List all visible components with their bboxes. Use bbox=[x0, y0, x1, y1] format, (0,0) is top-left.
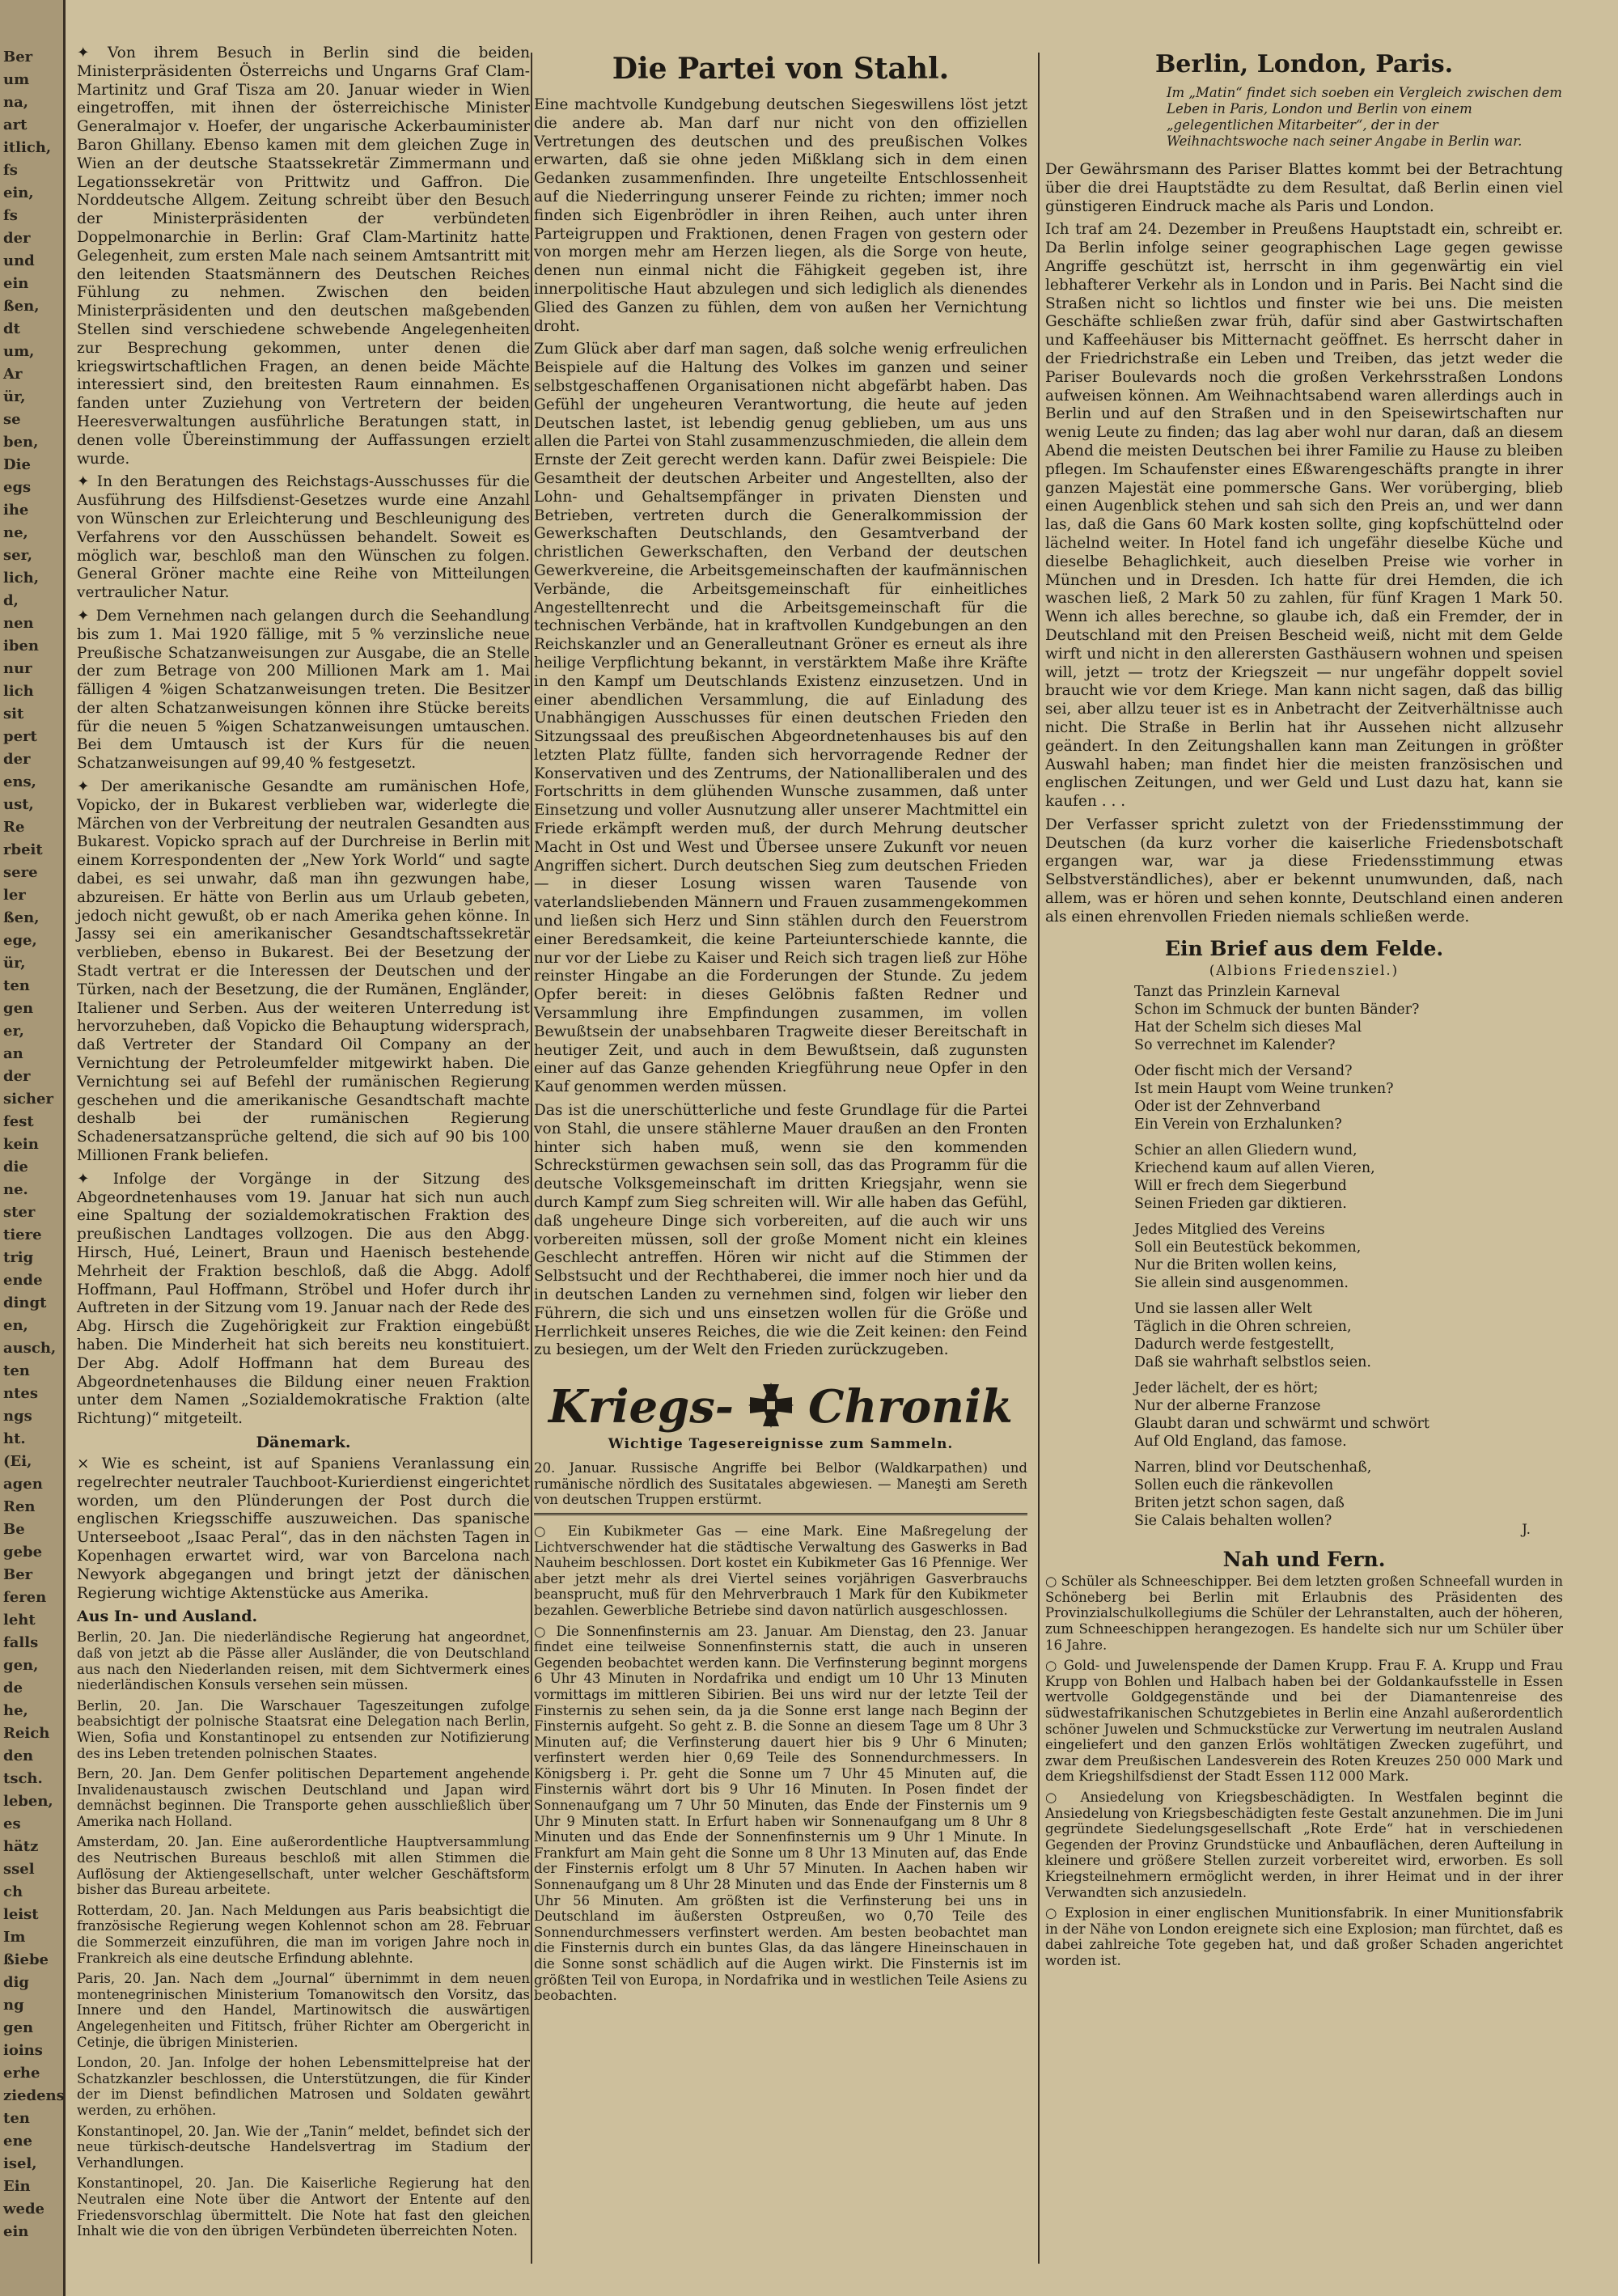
poem-line: Soll ein Beutestück bekommen, bbox=[1134, 1239, 1362, 1256]
gutter-fragment: erhe bbox=[3, 2065, 40, 2082]
gutter-fragment: gen, bbox=[3, 1657, 39, 1674]
poem-title: Ein Brief aus dem Felde. bbox=[1164, 936, 1444, 960]
iron-cross-icon bbox=[745, 1379, 797, 1434]
poem-line: Briten jetzt schon sagen, daß bbox=[1134, 1495, 1345, 1512]
gutter-fragment: art bbox=[3, 116, 28, 133]
nah-news-item: ○ Explosion in einer englischen Munitionsfabrik. In einer Munitionsfabrik in der Nähe von London ereignete sich eine Explosion; man fürchtet, daß es dabei zahlreiche Tote gegeben hat, und daß großer Schaden angerichtet worden ist. bbox=[1045, 1905, 1563, 1968]
gutter-fragment: die bbox=[3, 1159, 28, 1176]
gutter-fragment: iben bbox=[3, 638, 39, 654]
gutter-fragment: ne. bbox=[3, 1181, 28, 1198]
short-news-item: Berlin, 20. Jan. Die Warschauer Tageszeitungen zufolge beabsichtigt der polnische Staatsrat eine Delegation nach Berlin, Wien, Sofia und Konstantinopel zu entsenden zur Notifizierung des ins Leben tretenden polnischen Staates. bbox=[77, 1697, 530, 1761]
gutter-fragment: ein, bbox=[3, 184, 34, 201]
gutter-fragment: Be bbox=[3, 1521, 25, 1538]
gutter-fragment: lich bbox=[3, 683, 34, 700]
news-paragraph: ✦ Dem Vernehmen nach gelangen durch die Seehandlung bis zum 1. Mai 1920 fällige, mit 5 % verzinsliche neue Preußische Schatzanweisungen zur Ausgabe, die an Stelle der zum Betrage von 200 Millionen Mark am 1. Mai fälligen 4 %igen Schatzanweisungen treten. Die Besitzer der alten Schatzanweisungen können ihre Stücke bereits für die neuen 5 %igen Schatzanweisungen umtauschen. Bei dem Umtausch ist der Kurs für die neuen Schatzanweisungen auf 99,40 % festgesetzt. bbox=[77, 607, 530, 773]
nah-news-item: ○ Ansiedelung von Kriegsbeschädigten. In Westfalen beginnt die Ansiedelung von Kriegsbeschädigten feste Gestalt anzunehmen. Die im Juni gegründete Siedelungsgesellschaft „Rote Erde“ hat in verschiedenen Gegenden der Provinz Grundstücke und Anbauflächen, deren Aufteilung in kleinere und größere Stellen zurzeit vorbereitet wird, erworben. Es soll Kriegsteilnehmern ermöglicht werden, in ihrer Heimat und in der ihrer Verwandten sich anzusiedeln. bbox=[1045, 1789, 1563, 1900]
gutter-fragment: Re bbox=[3, 819, 25, 836]
gutter-fragment: ßen, bbox=[3, 909, 40, 926]
nah-und-fern-news bbox=[1045, 1574, 1563, 1968]
poem-line: Und sie lassen aller Welt bbox=[1134, 1301, 1312, 1318]
gutter-fragment: ende bbox=[3, 1272, 43, 1289]
news-paragraph: ✦ Der amerikanische Gesandte am rumänischen Hofe, Vopicko, der in Bukarest verblieben war, widerlegte die Märchen von der Verbreitung der neutralen Gesandten aus Bukarest. Vopicko sprach auf der Durchreise in Berlin mit einem Korrespondenten der „New York World“ und sagte dabei, es sei unwahr, daß man ihn gezwungen habe, abzureisen. Er hätte von Berlin aus um Urlaub gebeten, jedoch nicht gewußt, ob er nach Amerika gehen könne. In Jassy sei ein amerikanischer Gesandtschaftssekretär verblieben, ebenso in Bukarest. Bei der Besetzung der Stadt vertrat er die Interessen der Deutschen und der Türken, nach der Besetzung, die der Rumänen, Engländer, Italiener und Serben. Aus der weiteren Unterredung ist hervorzuheben, daß Vopicko die Behauptung widersprach, daß Vertreter der Standard Oil Company an der Vernichtung der Petroleumfelder mitgewirkt haben. Die Vernichtung sei auf Befehl der rumänischen Regierung geschehen und die amerikanische Gesandtschaft machte deshalb bei der rumänischen Regierung Schadenersatzansprüche geltend, die sich auf 90 bis 100 Millionen Frank beliefen. bbox=[77, 778, 530, 1165]
column-editorial bbox=[534, 44, 1027, 2009]
gutter-fragment: dig bbox=[3, 1974, 30, 1991]
gutter-fragment: agen bbox=[3, 1476, 43, 1493]
gutter-fragment: fs bbox=[3, 162, 18, 179]
news-paragraph: ✦ Von ihrem Besuch in Berlin sind die beiden Ministerpräsidenten Österreichs und Ungarns Graf Clam-Martinitz und Graf Tisza am 20. Januar wieder in Wien eingetroffen, mit ihnen der österreichische Minister Generalmajor v. Hoefer, der ungarische Ackerbauminister Baron Ghillany. Ebenso kamen mit dem gleichen Zuge in Wien an der deutsche Staatssekretär Zimmermann und Legationssekretär von Prittwitz und Gaffron. Die Norddeutsche Allgem. Zeitung schreibt über den Besuch der Ministerpräsidenten der verbündeten Doppelmonarchie in Berlin: Graf Clam-Martinitz hatte Gelegenheit, zum ersten Male nach seinem Amtsantritt mit den leitenden Staatsmännern des Deutschen Reiches Fühlung zu nehmen. Zwischen den beiden Ministerpräsidenten und den deutschen maßgebenden Stellen sind verschiedene schwebende Angelegenheiten zur Besprechung gekommen, unter denen die kriegswirtschaftlichen Fragen, an denen beide Mächte interessiert sind, den breitesten Raum einnahmen. Es fanden unter Zuziehung von Vertretern der beiden Heeresverwaltungen ausführliche Beratungen statt, in denen volle Übereinstimmung der Auffassungen erzielt wurde. bbox=[77, 44, 530, 468]
chronik-divider bbox=[534, 1513, 1027, 1515]
short-news-list bbox=[77, 1629, 530, 2239]
gutter-fragment: pert bbox=[3, 728, 37, 745]
news-paragraph: ✦ Infolge der Vorgänge in der Sitzung des Abgeordnetenhauses vom 19. Januar hat sich nun auch eine Spaltung der sozialdemokratischen Fraktion des preußischen Landtages vollzogen. Die aus den Abgg. Hirsch, Hué, Leinert, Braun und Haenisch bestehende Mehrheit der Fraktion beschloß, daß die Abgg. Adolf Hoffmann, Paul Hoffmann, Ströbel und Hofer durch ihr Auftreten in der Sitzung vom 19. Januar nach der Rede des Abg. Hirsch die Zugehörigkeit zur Fraktion eingebüßt haben. Die Minderheit hat sich bereits neu konstituiert. Der Abg. Adolf Hoffmann hat dem Bureau des Abgeordnetenhauses die Bildung einer neuen Fraktion unter dem Namen „Sozialdemokratische Fraktion (alte Richtung)“ mitgeteilt. bbox=[77, 1170, 530, 1428]
poem-line: So verrechnet im Kalender? bbox=[1134, 1037, 1336, 1054]
poem-subtitle: (Albions Friedensziel.) bbox=[1209, 962, 1400, 978]
poem-line: Seinen Frieden gar diktieren. bbox=[1134, 1196, 1347, 1213]
gutter-fragment: leist bbox=[3, 1906, 39, 1923]
gutter-fragment: Ber bbox=[3, 1566, 33, 1583]
gutter-fragment: an bbox=[3, 1045, 23, 1062]
gutter-fragment: ihe bbox=[3, 502, 29, 519]
nah-news-item: ○ Gold- und Juwelenspende der Damen Krupp. Frau F. A. Krupp und Frau Krupp von Bohlen und Halbach haben bei der Goldankaufsstelle in Essen wertvolle Goldgegenstände und bei der Diamantenreise des südwestafrikanischen Schutzgebietes in Berlin eine Anzahl außerordentlich schöner Juwelen und Schmuckstücke zur Verwertung im neutralen Ausland eingeliefert und den ganzen Erlös wohltätigen Zwecken zugeführt, und zwar dem Preußischen Landesverein des Roten Kreuzes 250 000 Mark und dem Kriegshilfsdienst der Stadt Essen 112 000 Mark. bbox=[1045, 1658, 1563, 1785]
article-paragraph: Das ist die unerschütterliche und feste Grundlage für die Partei von Stahl, die unsere stählerne Mauer draußen an den Fronten hinter sich haben muß, wenn sie den kommenden Schreckstürmen gewachsen sein soll, das das Programm für die deutsche Volksgemeinschaft im dritten Kriegsjahr, wenn sie durch Kampf zum Sieg schreiten will. Wir alle haben das Gefühl, daß ungeheure Dinge sich vorbereiten, auf die auch wir uns vorbereiten müssen, soll der große Moment nicht ein kleines Geschlecht antreffen. Hören wir nicht auf die Stimmen der Selbstsucht und der Rechthaberei, die immer noch hier und da in deutschen Landen zu vernehmen sind, folgen wir lieber den Führern, die sich und uns einsetzen wollen für die Größe und Herrlichkeit unseres Reiches, die wie die Zeit keinen: den Feind zu besiegen, um der Welt den Frieden zurückzugeben. bbox=[534, 1102, 1027, 1359]
chronik-entry: 20. Januar. Russische Angriffe bei Belbor (Waldkarpathen) und rumänische nördlich des Susitatales abgewiesen. — Maneşti am Sereth von deutschen Truppen erstürmt. bbox=[534, 1460, 1027, 1508]
news-paragraph-danemark: × Wie es scheint, ist auf Spaniens Veranlassung ein regelrechter neutraler Tauchboot-Kurierdienst eingerichtet worden, um den Plünderungen der Post durch die englischen Kriegsschiffe auszuweichen. Das spanische Unterseeboot „Isaac Peral“, das in den nächsten Tagen in Kopenhagen erwartet wird, war von Barcelona nach Newyork abgegangen und bringt jetzt der dänischen Regierung wichtige Aktenstücke aus Amerika. bbox=[77, 1455, 530, 1602]
gutter-fragment: leben, bbox=[3, 1793, 53, 1810]
gutter-fragment: ten bbox=[3, 977, 30, 994]
column-rule-1 bbox=[531, 53, 532, 2264]
gutter-fragment: ür, bbox=[3, 955, 26, 972]
gutter-fragment: (Ei, bbox=[3, 1453, 32, 1470]
article-paragraph: Der Gewährsmann des Pariser Blattes kommt bei der Betrachtung über die drei Hauptstädte zu dem Resultat, daß Berlin einen viel günstigeren Eindruck mache als Paris und London. bbox=[1045, 161, 1563, 215]
article-paragraph: Eine machtvolle Kundgebung deutschen Siegeswillens löst jetzt die andere ab. Man darf nur nicht von den offiziellen Vertretungen des deutschen und des preußischen Volkes erwarten, daß sie ohne jeden Mißklang sich in dem einen Gedanken zusammenfinden. Ihre ungeteilte Entschlossenheit auf die Niederringung unserer Feinde zu richten; immer noch finden sich Eigenbrödler in ihren Reihen, auch unter ihren Parteigruppen und Fraktionen, denen Fragen von gestern oder von morgen mehr am Herzen liegen, als die Sorge von heute, denen nun einmal nicht die Fähigkeit gegeben ist, ihre innerpolitische Haut abzulegen und sich lediglich als dienendes Glied des Ganzen zu fühlen, dem von außen her Vernichtung droht. bbox=[534, 96, 1027, 335]
gutter-fragment: en, bbox=[3, 1317, 28, 1334]
poem-line: Ein Verein von Erzhalunken? bbox=[1134, 1116, 1342, 1133]
gutter-fragment: dingt bbox=[3, 1294, 47, 1311]
short-news-item: London, 20. Jan. Infolge der hohen Lebensmittelpreise hat der Schatzkanzler beschlossen, die Unterstützungen, die für Kinder der im Dienst befindlichen Matrosen und Soldaten gewährt werden, zu erhöhen. bbox=[77, 2055, 530, 2118]
gutter-fragment: er, bbox=[3, 1023, 24, 1040]
gutter-fragment: ioins bbox=[3, 2042, 43, 2059]
poem-line: Daß sie wahrhaft selbstlos seien. bbox=[1134, 1354, 1371, 1371]
short-news-item: Berlin, 20. Jan. Die niederländische Regierung hat angeordnet, daß von jetzt ab die Pässe aller Ausländer, die von Deutschland aus nach den Niederlanden reisen, mit dem Sichtvermerk eines niederländischen Konsuls versehen sein müssen. bbox=[77, 1629, 530, 1693]
gutter-fragment: ben, bbox=[3, 434, 39, 451]
gutter-fragment: ausch, bbox=[3, 1340, 57, 1357]
poem-stanza bbox=[1134, 1062, 1563, 1133]
article-paragraph: Zum Glück aber darf man sagen, daß solche wenig erfreulichen Beispiele auf die Haltung des Volkes im ganzen und seiner selbstgeschaffenen Organisationen nicht abgefärbt haben. Das Gefühl der ungeheuren Verantwortung, die heute auf jeden Deutschen lastet, ist lebendig genug geblieben, um aus uns allen die Partei von Stahl zusammenzuschmieden, die allein dem Ernste der Zeit gerecht werden kann. Dafür zwei Beispiele: Die Gesamtheit der deutschen Arbeiter und Angestellten, also der Lohn- und Gehaltsempfänger in privaten Diensten und Betrieben, vertreten durch die Generalkommission der Gewerkschaften Deutschlands, den Gesamtverband der christlichen Gewerkschaften, den Verband der deutschen Gewerkvereine, die Arbeitsgemeinschaften der kaufmännischen Verbände, die Arbeitsgemeinschaft für einheitliches Angestelltenrecht und die Arbeitsgemeinschaft für die technischen Verbände, hat in kraftvollen Kundgebungen an den Reichskanzler und an Generalleutnant Gröner es erneut als ihre heilige Verpflichtung bekannt, in verstärktem Maße ihre Kräfte in den Kampf um Deutschlands Existenz einzusetzen. Und in einer abendlichen Versammlung, die auf Einladung des Unabhängigen Ausschusses für einen deutschen Frieden den Sitzungssaal des preußischen Abgeordnetenhauses bis auf den letzten Platz füllte, fanden sich hervorragende Redner der Konservativen und des Zentrums, der Nationalliberalen und des Fortschritts in dem glühenden Wunsche zusammen, daß unter Einsetzung und voller Ausnutzung aller unserer Machtmittel ein Friede erkämpft werden muß, der durch Mehrung deutscher Macht in Ost und West und Übersee unsere Zukunft vor neuen Angriffen sichert. Durch deutschen Sieg zum deutschen Frieden — in dieser Losung wissen waren Tausende von vaterlandsliebenden Männern und Frauen zusammengekommen und ließen sich Herz und Sinn stählen durch den Feuerstrom einer Beredsamkeit, die keine Parteiunterschiede kannte, die nur vor der Liebe zu Kaiser und Reich sich tragen ließ zur Höhe reinster Hingabe an die Forderungen der Stunde. Zu jedem Opfer bereit: in dieses Gelöbnis faßten Redner und Versammlung ihre Empfindungen zusammen, im vollen Bewußtsein der unabsehbaren Tragweite dieser Bereitschaft in heutiger Zeit, und auch in dem Bewußtsein, daß zugunsten einer auf das Ganze gehenden Kriegführung neue Opfer in den Kauf genommen werden müssen. bbox=[534, 341, 1027, 1096]
gutter-fragment: ler bbox=[3, 887, 26, 904]
gutter-fragment: ein bbox=[3, 275, 29, 292]
gutter-fragment: trig bbox=[3, 1249, 34, 1266]
short-news-item: Bern, 20. Jan. Dem Genfer politischen Departement angehende Invalidenaustausch zwischen Deutschland und Japan wird demnächst beginnen. Die Transporte gehen ausschließlich über Amerika nach Holland. bbox=[77, 1766, 530, 1829]
poem-stanza bbox=[1134, 1379, 1563, 1451]
local-news bbox=[534, 1523, 1027, 2004]
short-news-item: Amsterdam, 20. Jan. Eine außerordentliche Hauptversammlung des Neutrischen Bureaus beschloß mit allen Stimmen die Auflösung der Aktiengesellschaft, unter welcher Geschäftsform bisher das Bureau arbeitete. bbox=[77, 1834, 530, 1898]
article-title-berlin: Berlin, London, Paris. bbox=[1154, 50, 1454, 78]
gutter-fragment: fest bbox=[3, 1113, 34, 1130]
column-feuilleton bbox=[1045, 44, 1563, 1974]
column-rule-2 bbox=[1038, 53, 1040, 2264]
short-news-item: Konstantinopel, 20. Jan. Wie der „Tanin“ meldet, befindet sich der neue türkisch-deutsche Handelsvertrag im Stadium der Verhandlungen. bbox=[77, 2123, 530, 2171]
gutter-fragment: isel, bbox=[3, 2155, 37, 2172]
gutter-fragment: Reich bbox=[3, 1725, 50, 1742]
poem-stanza bbox=[1134, 1459, 1563, 1530]
gutter-fragment: Ber bbox=[3, 49, 33, 66]
gutter-fragment: ziedens bbox=[3, 2087, 65, 2104]
gutter-fragment: den bbox=[3, 1747, 34, 1764]
poem-stanza bbox=[1134, 1142, 1563, 1213]
poem-line: Täglich in die Ohren schreien, bbox=[1134, 1319, 1352, 1336]
gutter-fragment: lich, bbox=[3, 570, 39, 587]
poem-stanza bbox=[1134, 1221, 1563, 1292]
gutter-fragment: der bbox=[3, 230, 31, 247]
poem-line: Ist mein Haupt vom Weine trunken? bbox=[1134, 1081, 1394, 1098]
gutter-fragment: hätz bbox=[3, 1838, 39, 1855]
gutter-fragment: kein bbox=[3, 1136, 39, 1153]
gutter-fragment: tiere bbox=[3, 1226, 42, 1243]
gutter-fragment: Ren bbox=[3, 1498, 36, 1515]
poem-line: Nur der alberne Franzose bbox=[1134, 1398, 1321, 1415]
short-news-item: Konstantinopel, 20. Jan. Die Kaiserliche Regierung hat den Neutralen eine Note über die Antwort der Entente auf den Friedensvorschlag übermittelt. Die Note hat fast den gleichen Inhalt wie die von den übrigen Verbündeten überreichten Noten. bbox=[77, 2175, 530, 2239]
poem-line: Oder fischt mich der Versand? bbox=[1134, 1063, 1353, 1080]
article-paragraph: Der Verfasser spricht zuletzt von der Friedensstimmung der Deutschen (da kurz vorher die kaiserliche Friedensbotschaft ergangen war, war ja diese Friedensstimmung etwas Selbstverständliches), aber er bekennt unumwunden, daß, nach allem, was er hören und sehen konnte, Deutschland einen anderen als einen ehrenvollen Frieden niemals schließen werde. bbox=[1045, 815, 1563, 926]
short-news-item: Paris, 20. Jan. Nach dem „Journal“ übernimmt in dem neuen montenegrinischen Ministerium Tomanowitsch den Vorsitz, das Innere und den Handel, Martinowitsch die auswärtigen Angelegenheiten und Fititsch, früher Richter am Obergericht in Cetinje, die übrigen Ministerien. bbox=[77, 1971, 530, 2050]
local-news-item: ○ Die Sonnenfinsternis am 23. Januar. Am Dienstag, den 23. Januar findet eine teilweise Sonnenfinsternis statt, die auch in unseren Gegenden beobachtet werden kann. Die Verfinsterung beginnt morgens 6 Uhr 43 Minuten in Nordafrika und endigt um 10 Uhr 13 Minuten vormittags im mittleren Sibirien. Bei uns wird nur der letzte Teil der Finsternis zu sehen sein, da ja die Sonne erst lange nach Beginn der Finsternis aufgeht. So geht z. B. die Sonne an diesem Tage um 8 Uhr 3 Minuten auf; die Verfinsterung dauert hier bis 9 Uhr 6 Minuten; verfinstert werden hier 0,69 Teile des Sonnendurchmessers. In Königsberg i. Pr. geht die Sonne um 7 Uhr 45 Minuten auf, die Finsternis währt dort bis 9 Uhr 16 Minuten. In Posen findet der Sonnenaufgang um 7 Uhr 50 Minuten, das Ende der Finsternis um 9 Uhr 9 Minuten statt. In Erfurt haben wir Sonnenaufgang um 8 Uhr 8 Minuten und das Ende der Sonnenfinsternis um 9 Uhr 1 Minute. In Frankfurt am Main geht die Sonne um 8 Uhr 13 Minuten auf, das Ende der Finsternis erfolgt um 8 Uhr 57 Minuten. In Aachen haben wir Sonnenaufgang um 8 Uhr 28 Minuten und das Ende der Finsternis um 8 Uhr 56 Minuten. Am größten ist die Verfinsterung bei uns in Deutschland im äußersten Ostpreußen, wo 0,70 Teile des Sonnendurchmessers verfinstert werden. Am besten beobachtet man die Finsternis durch ein buntes Glas, da das längere Hineinschauen in die Sonne sonst schädlich auf die Augen wirkt. Die Finsternis ist im größten Teil von Europa, in Nordafrika und in westlichen Teile Asiens zu beobachten. bbox=[534, 1623, 1027, 2004]
gutter-fragment: ten bbox=[3, 2110, 30, 2127]
gutter-fragment: de bbox=[3, 1680, 23, 1697]
adjacent-page-edge bbox=[0, 0, 66, 2296]
gutter-fragment: ser, bbox=[3, 547, 33, 564]
gutter-fragment: ngs bbox=[3, 1408, 32, 1425]
gutter-fragment: Die bbox=[3, 456, 31, 473]
gutter-fragment: feren bbox=[3, 1589, 47, 1606]
gutter-fragment: d, bbox=[3, 592, 19, 609]
poem-line: Hat der Schelm sich dieses Mal bbox=[1134, 1019, 1362, 1036]
kriegs-chronik-box bbox=[534, 1379, 1027, 1515]
poem-line: Auf Old England, das famose. bbox=[1134, 1434, 1347, 1451]
gutter-fragment: ne, bbox=[3, 524, 28, 541]
gutter-fragment: ege, bbox=[3, 932, 37, 949]
gutter-fragment: ster bbox=[3, 1204, 36, 1221]
gutter-fragment: es bbox=[3, 1815, 21, 1832]
gutter-fragment: he, bbox=[3, 1702, 28, 1719]
poem-line: Tanzt das Prinzlein Karneval bbox=[1134, 984, 1341, 1001]
poem-stanza bbox=[1134, 983, 1563, 1054]
gutter-fragment: fs bbox=[3, 207, 18, 224]
gutter-fragment: ten bbox=[3, 1362, 30, 1379]
gutter-fragment: ür, bbox=[3, 388, 26, 405]
poem-line: Jedes Mitglied des Vereins bbox=[1134, 1222, 1325, 1239]
chronik-word-2: Chronik bbox=[808, 1380, 1013, 1434]
gutter-fragment: ssel bbox=[3, 1861, 35, 1878]
chronik-word-1: Kriegs- bbox=[549, 1380, 735, 1434]
gutter-fragment: ust, bbox=[3, 796, 34, 813]
gutter-fragment: ene bbox=[3, 2133, 32, 2150]
gutter-fragment: ntes bbox=[3, 1385, 38, 1402]
gutter-fragment: um, bbox=[3, 343, 35, 360]
gutter-fragment: rbeit bbox=[3, 841, 43, 858]
gutter-fragment: ßiebe bbox=[3, 1951, 49, 1968]
gutter-fragment: ch bbox=[3, 1883, 23, 1900]
gutter-fragment: na, bbox=[3, 94, 29, 111]
poem-line: Jeder lächelt, der es hört; bbox=[1134, 1380, 1319, 1397]
gutter-fragment: se bbox=[3, 411, 21, 428]
gutter-fragment: ens, bbox=[3, 773, 36, 790]
gutter-fragment: egs bbox=[3, 479, 32, 496]
gutter-fragment: sit bbox=[3, 705, 24, 722]
gutter-fragment: gen bbox=[3, 1000, 34, 1017]
gutter-fragment: wede bbox=[3, 2201, 44, 2218]
gutter-fragment: um bbox=[3, 71, 30, 88]
poem-line: Dadurch werde festgestellt, bbox=[1134, 1337, 1335, 1353]
gutter-fragment: der bbox=[3, 751, 31, 768]
poem-line: Glaubt daran und schwärmt und schwört bbox=[1134, 1416, 1430, 1433]
section-heading-danemark: Dänemark. bbox=[256, 1433, 351, 1451]
gutter-fragment: dt bbox=[3, 320, 20, 337]
local-news-item: ○ Ein Kubikmeter Gas — eine Mark. Eine Maßregelung der Lichtverschwender hat die städtische Verwaltung des Gaswerks in Bad Nauheim beschlossen. Dort kostet ein Kubikmeter Gas 16 Pfennige. Wer aber jetzt mehr als drei Viertel seines vorjährigen Gasverbrauchs beansprucht, muß für den Mehrverbrauch 1 Mark für den Kubikmeter bezahlen. Gewerbliche Betriebe sind davon natürlich ausgeschlossen. bbox=[534, 1523, 1027, 1618]
poem-line: Sie allein sind ausgenommen. bbox=[1134, 1275, 1349, 1292]
poem-line: Sie Calais behalten wollen? bbox=[1134, 1513, 1332, 1530]
gutter-fragment: gebe bbox=[3, 1544, 43, 1561]
article-intro: Im „Matin“ findet sich soeben ein Vergleich zwischen dem Leben in Paris, London und Berlin von einem „gelegentlichen Mitarbeiter“, der in der Weihnachtswoche nach seiner Angabe in Berlin war. bbox=[1167, 85, 1562, 149]
gutter-fragment: Ar bbox=[3, 366, 23, 383]
gutter-fragment: falls bbox=[3, 1634, 39, 1651]
poem-line: Schon im Schmuck der bunten Bänder? bbox=[1134, 1002, 1420, 1019]
gutter-fragment: ng bbox=[3, 1997, 24, 2014]
article-title: Die Partei von Stahl. bbox=[612, 52, 950, 86]
gutter-fragment: Im bbox=[3, 1929, 26, 1946]
article-paragraph: Ich traf am 24. Dezember in Preußens Hauptstadt ein, schreibt er. Da Berlin infolge seiner geographischen Lage gegen gewisse Angriffe geschützt ist, herrscht in ihm gegenwärtig ein viel lebhafterer Verkehr als in London und in Paris. Bei Nacht sind die Straßen nicht so lichtlos und finster wie bei uns. Die meisten Geschäfte schließen zwar früh, dafür sind aber Gastwirtschaften und Kaffeehäuser bis Mitternacht geöffnet. Es herrscht daher in der Friedrichstraße ein Leben und Treiben, das jetzt weder die Pariser Boulevards noch die großen Verkehrsstraßen Londons aufweisen können. Am Weihnachtsabend waren allerdings auch in Berlin und auf den Straßen und in den Speisewirtschaften nur wenig Leute zu finden; das lag aber wohl nur daran, daß an diesem Abend die meisten Deutschen bei ihrer Familie zu Hause zu bleiben pflegen. Im Schaufenster eines Eßwarengeschäfts prangte in ihrer ganzen Majestät eine pommersche Gans. Wer vorüberging, blieb einen Augenblick stehen und sah sich den Preis an, und wer dann las, daß die Gans 60 Mark kosten sollte, ging kopfschüttelnd oder lächelnd weiter. In Hotel fand ich ungefähr dieselbe Küche und dieselbe Behaglichkeit, auch dieselben Preise wie vorher in München und in Dresden. Ich hatte für drei Hemden, die ich waschen ließ, 2 Mark 50 zu zahlen, für fünf Kragen 1 Mark 50. Wenn ich alles berechne, so glaube ich, daß ein Fremder, der in Deutschland mit den Preisen Bescheid weiß, nicht mit dem Gelde wirft und nicht in den allerersten Gasthäusern wohnen und speisen will, jetzt — trotz der Kriegszeit — nur ungefähr doppelt soviel braucht wie vor dem Kriege. Man kann nicht sagen, daß das billig sei, aber allzu teuer ist es in Anbetracht der Zeitverhältnisse auch nicht. Die Straße in Berlin hat ihr Aussehen nicht allzusehr geändert. In den Zeitungshallen kann man Zeitungen in größter Auswahl haben; man findet hier die meisten französischen und englischen Zeitungen, und wer Geld und Lust dazu hat, kann sie kaufen . . . bbox=[1045, 221, 1563, 811]
short-news-item: Rotterdam, 20. Jan. Nach Meldungen aus Paris beabsichtigt die französische Regierung wegen Kohlennot schon am 28. Februar die Sommerzeit einzuführen, die man im vorigen Jahre noch in Frankreich als eine deutsche Erfindung ablehnte. bbox=[77, 1902, 530, 1966]
chronik-subtitle: Wichtige Tagesereignisse zum Sammeln. bbox=[608, 1436, 954, 1453]
gutter-fragment: und bbox=[3, 252, 35, 269]
poem-line: Narren, blind vor Deutschenhaß, bbox=[1134, 1459, 1372, 1476]
gutter-fragment: ht. bbox=[3, 1430, 26, 1447]
poem-line: Sollen euch die ränkevollen bbox=[1134, 1477, 1334, 1494]
column-politics bbox=[77, 44, 530, 2244]
gutter-fragment: sicher bbox=[3, 1091, 53, 1108]
section-heading-nah-und-fern: Nah und Fern. bbox=[1222, 1548, 1386, 1572]
gutter-fragment: tsch. bbox=[3, 1770, 43, 1787]
gutter-fragment: nen bbox=[3, 615, 34, 632]
poem-line: Oder ist der Zehnverband bbox=[1134, 1099, 1321, 1116]
poem-line: Nur die Briten wollen keins, bbox=[1134, 1257, 1337, 1274]
gutter-fragment: itlich, bbox=[3, 139, 52, 156]
gutter-fragment: sere bbox=[3, 864, 38, 881]
poem-stanza bbox=[1134, 1300, 1563, 1371]
poem bbox=[1134, 983, 1563, 1530]
poem-line: Kriechend kaum auf allen Vieren, bbox=[1134, 1160, 1375, 1177]
poem-line: Schier an allen Gliedern wund, bbox=[1134, 1142, 1358, 1159]
poem-signature: J. bbox=[1522, 1522, 1531, 1539]
kriegs-chronik-logo bbox=[534, 1379, 1027, 1434]
gutter-fragment: ein bbox=[3, 2223, 29, 2240]
section-heading-ausland: Aus In- und Ausland. bbox=[77, 1608, 258, 1626]
gutter-fragment: leht bbox=[3, 1612, 36, 1629]
nah-news-item: ○ Schüler als Schneeschipper. Bei dem letzten großen Schneefall wurden in Schöneberg bei Berlin mit Erlaubnis des Präsidenten des Provinzialschulkollegiums die Schüler der Lehranstalten, auch der höheren, zum Schneeschippen herangezogen. Es handelte sich nur um Schüler über 16 Jahre. bbox=[1045, 1574, 1563, 1653]
news-paragraph: ✦ In den Beratungen des Reichstags-Ausschusses für die Ausführung des Hilfsdienst-Gesetzes wurde eine Anzahl von Wünschen zur Erleichterung und Beschleunigung des Verfahrens vor den Ausschüssen behandelt. Soweit es möglich war, beschloß man den Wünschen zu folgen. General Gröner machte eine Reihe von Mitteilungen vertraulicher Natur. bbox=[77, 473, 530, 602]
politics-news bbox=[77, 44, 530, 1429]
gutter-fragment: Ein bbox=[3, 2178, 31, 2195]
gutter-fragment: der bbox=[3, 1068, 31, 1085]
poem-line: Will er frech dem Siegerbund bbox=[1134, 1178, 1347, 1195]
gutter-fragment: gen bbox=[3, 2019, 34, 2036]
gutter-fragment: nur bbox=[3, 660, 32, 677]
gutter-fragment: ßen, bbox=[3, 298, 40, 315]
